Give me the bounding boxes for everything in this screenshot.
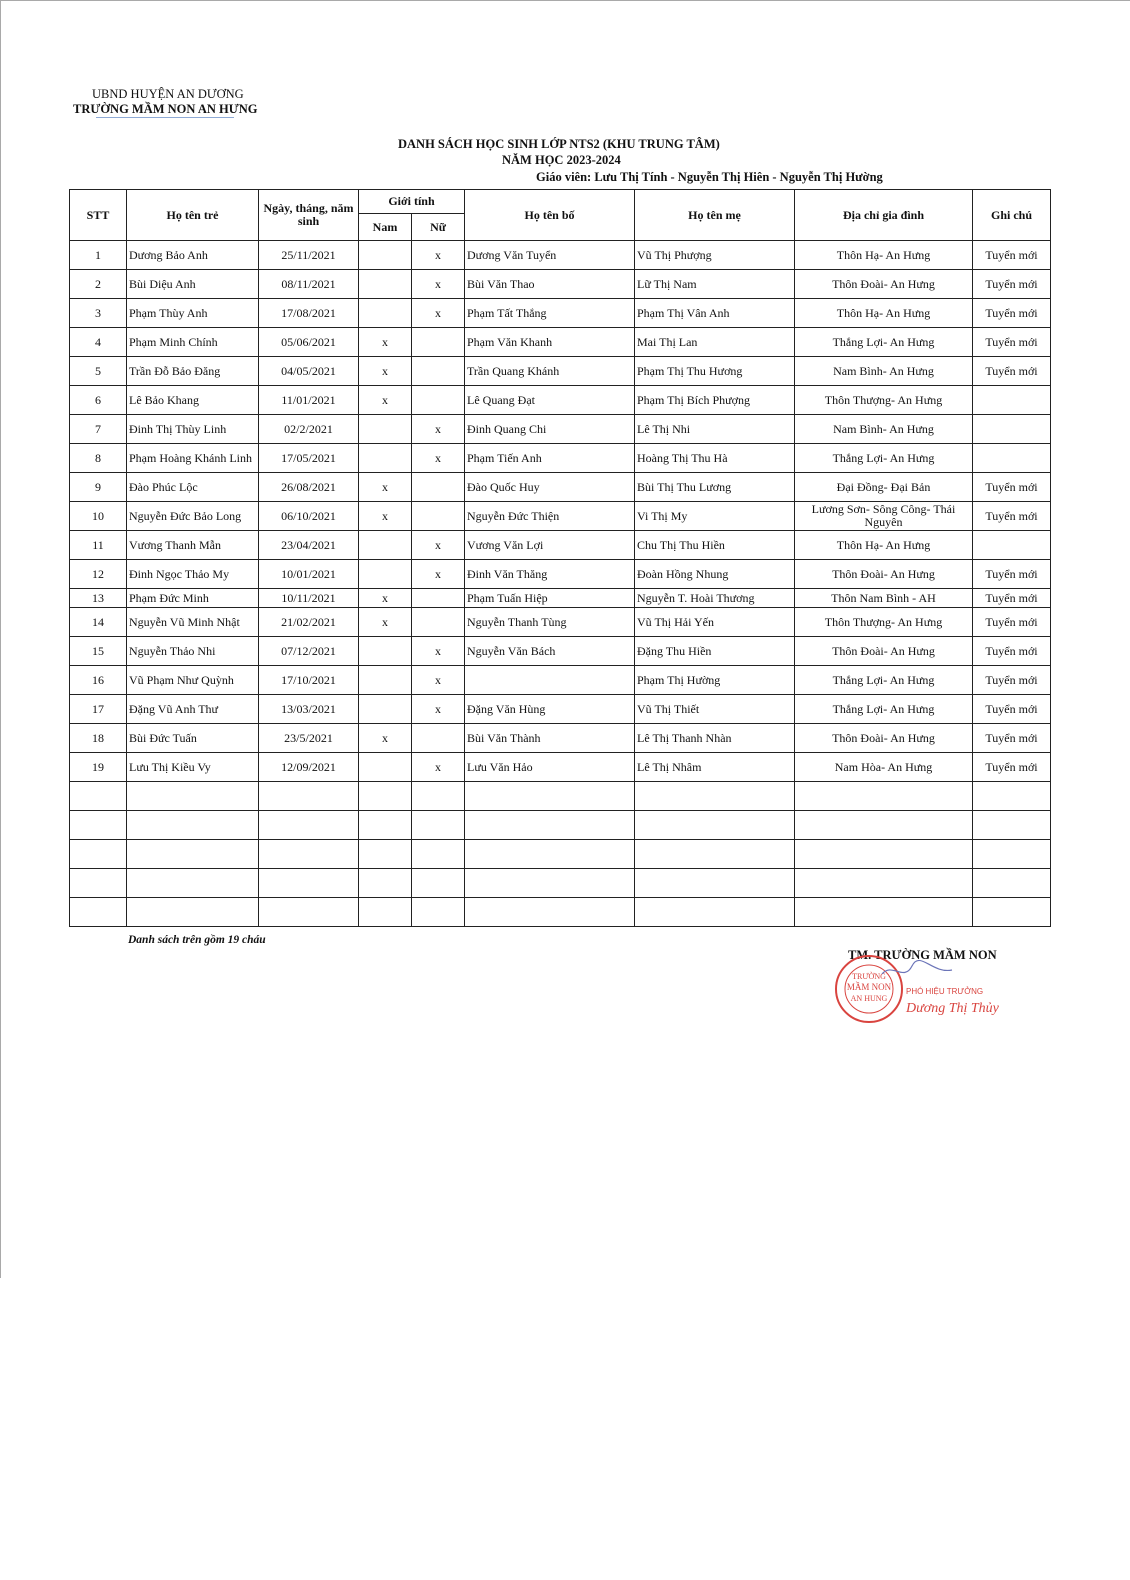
cell-father: Đinh Văn Thăng [465, 560, 635, 589]
cell-stt: 19 [70, 753, 127, 782]
cell-female: x [412, 241, 465, 270]
empty-cell [973, 782, 1051, 811]
cell-mother: Mai Thị Lan [635, 328, 795, 357]
cell-dob: 17/05/2021 [259, 444, 359, 473]
cell-female: x [412, 753, 465, 782]
cell-dob: 21/02/2021 [259, 608, 359, 637]
cell-stt: 6 [70, 386, 127, 415]
empty-cell [973, 898, 1051, 927]
cell-dob: 10/11/2021 [259, 589, 359, 608]
col-header-stt: STT [70, 190, 127, 241]
cell-male [359, 695, 412, 724]
cell-stt: 10 [70, 502, 127, 531]
cell-note: Tuyển mới [973, 299, 1051, 328]
cell-stt: 16 [70, 666, 127, 695]
cell-stt: 3 [70, 299, 127, 328]
cell-note: Tuyển mới [973, 608, 1051, 637]
signer-role: PHÓ HIỆU TRƯỞNG [906, 987, 984, 996]
cell-mother: Phạm Thị Bích Phượng [635, 386, 795, 415]
empty-cell [359, 840, 412, 869]
seal-text-3: AN HUNG [850, 994, 888, 1003]
cell-female: x [412, 299, 465, 328]
cell-father [465, 666, 635, 695]
cell-male [359, 270, 412, 299]
empty-cell [259, 840, 359, 869]
cell-dob: 02/2/2021 [259, 415, 359, 444]
summary-note: Danh sách trên gồm 19 cháu [128, 934, 266, 946]
empty-cell [359, 811, 412, 840]
cell-child-name: Lê Bảo Khang [127, 386, 259, 415]
table-row [70, 589, 1051, 608]
cell-male [359, 531, 412, 560]
cell-child-name: Lưu Thị Kiều Vy [127, 753, 259, 782]
empty-cell [127, 811, 259, 840]
cell-note: Tuyển mới [973, 589, 1051, 608]
cell-stt: 8 [70, 444, 127, 473]
cell-address: Thắng Lợi- An Hưng [795, 444, 973, 473]
cell-father: Phạm Tiến Anh [465, 444, 635, 473]
cell-male: x [359, 473, 412, 502]
empty-table-row [70, 782, 1051, 811]
cell-male: x [359, 589, 412, 608]
cell-dob: 06/10/2021 [259, 502, 359, 531]
cell-male: x [359, 724, 412, 753]
cell-address: Thôn Nam Bình - AH [795, 589, 973, 608]
cell-male: x [359, 608, 412, 637]
cell-mother: Bùi Thị Thu Lương [635, 473, 795, 502]
cell-male: x [359, 357, 412, 386]
table-row [70, 270, 1051, 299]
cell-female: x [412, 560, 465, 589]
empty-cell [127, 782, 259, 811]
table-row [70, 502, 1051, 531]
cell-address: Lương Sơn- Sông Công- Thái Nguyên [795, 502, 973, 531]
cell-child-name: Phạm Đức Minh [127, 589, 259, 608]
cell-child-name: Đặng Vũ Anh Thư [127, 695, 259, 724]
empty-cell [70, 840, 127, 869]
cell-child-name: Đinh Ngọc Thảo My [127, 560, 259, 589]
col-header-female: Nữ [412, 214, 465, 241]
cell-child-name: Phạm Minh Chính [127, 328, 259, 357]
empty-cell [412, 782, 465, 811]
cell-child-name: Đào Phúc Lộc [127, 473, 259, 502]
cell-male [359, 241, 412, 270]
cell-female [412, 473, 465, 502]
col-header-dob: Ngày, tháng, năm sinh [259, 190, 359, 241]
table-row [70, 357, 1051, 386]
cell-male [359, 637, 412, 666]
table-row [70, 637, 1051, 666]
cell-mother: Đoàn Hồng Nhung [635, 560, 795, 589]
cell-note: Tuyển mới [973, 357, 1051, 386]
cell-father: Bùi Văn Thao [465, 270, 635, 299]
cell-female [412, 357, 465, 386]
cell-father: Đặng Văn Hùng [465, 695, 635, 724]
cell-stt: 15 [70, 637, 127, 666]
cell-stt: 9 [70, 473, 127, 502]
cell-female [412, 608, 465, 637]
cell-child-name: Phạm Thùy Anh [127, 299, 259, 328]
cell-male [359, 753, 412, 782]
cell-female: x [412, 444, 465, 473]
cell-child-name: Đinh Thị Thùy Linh [127, 415, 259, 444]
empty-cell [465, 869, 635, 898]
cell-dob: 08/11/2021 [259, 270, 359, 299]
org-underline [96, 117, 234, 118]
col-header-male: Nam [359, 214, 412, 241]
cell-stt: 5 [70, 357, 127, 386]
table-row [70, 695, 1051, 724]
cell-stt: 18 [70, 724, 127, 753]
cell-dob: 25/11/2021 [259, 241, 359, 270]
cell-dob: 23/5/2021 [259, 724, 359, 753]
cell-father: Bùi Văn Thành [465, 724, 635, 753]
cell-father: Đinh Quang Chi [465, 415, 635, 444]
col-header-father: Họ tên bố [465, 190, 635, 241]
cell-dob: 04/05/2021 [259, 357, 359, 386]
cell-note [973, 531, 1051, 560]
org-line-2: TRƯỜNG MẦM NON AN HƯNG [73, 102, 258, 116]
empty-cell [359, 869, 412, 898]
empty-table-row [70, 811, 1051, 840]
empty-cell [973, 840, 1051, 869]
cell-male [359, 415, 412, 444]
cell-female: x [412, 695, 465, 724]
cell-stt: 4 [70, 328, 127, 357]
empty-cell [635, 811, 795, 840]
cell-stt: 14 [70, 608, 127, 637]
cell-dob: 23/04/2021 [259, 531, 359, 560]
cell-note: Tuyển mới [973, 241, 1051, 270]
cell-child-name: Trần Đỗ Bảo Đăng [127, 357, 259, 386]
cell-father: Phạm Tuấn Hiệp [465, 589, 635, 608]
col-header-note: Ghi chú [973, 190, 1051, 241]
empty-cell [635, 898, 795, 927]
col-header-child-name: Họ tên trẻ [127, 190, 259, 241]
cell-male: x [359, 502, 412, 531]
cell-note: Tuyển mới [973, 270, 1051, 299]
cell-mother: Vũ Thị Phượng [635, 241, 795, 270]
cell-child-name: Bùi Diệu Anh [127, 270, 259, 299]
cell-dob: 07/12/2021 [259, 637, 359, 666]
empty-cell [635, 782, 795, 811]
table-row [70, 444, 1051, 473]
table-row [70, 666, 1051, 695]
cell-mother: Vũ Thị Hải Yến [635, 608, 795, 637]
empty-cell [127, 898, 259, 927]
cell-mother: Lê Thị Nhâm [635, 753, 795, 782]
cell-male [359, 444, 412, 473]
cell-address: Thôn Đoài- An Hưng [795, 560, 973, 589]
empty-cell [70, 782, 127, 811]
cell-mother: Đặng Thu Hiền [635, 637, 795, 666]
cell-address: Thắng Lợi- An Hưng [795, 328, 973, 357]
cell-male [359, 666, 412, 695]
cell-mother: Phạm Thị Hường [635, 666, 795, 695]
cell-dob: 11/01/2021 [259, 386, 359, 415]
cell-address: Nam Hòa- An Hưng [795, 753, 973, 782]
cell-address: Thắng Lợi- An Hưng [795, 666, 973, 695]
cell-mother: Lê Thị Nhi [635, 415, 795, 444]
cell-address: Thôn Đoài- An Hưng [795, 724, 973, 753]
empty-cell [465, 898, 635, 927]
org-line-1: UBND HUYỆN AN DƯƠNG [92, 87, 244, 101]
empty-cell [359, 898, 412, 927]
table-row [70, 299, 1051, 328]
col-header-address: Địa chỉ gia đình [795, 190, 973, 241]
cell-note [973, 444, 1051, 473]
cell-father: Lê Quang Đạt [465, 386, 635, 415]
cell-mother: Lê Thị Thanh Nhàn [635, 724, 795, 753]
empty-cell [127, 840, 259, 869]
cell-address: Thôn Đoài- An Hưng [795, 270, 973, 299]
cell-dob: 26/08/2021 [259, 473, 359, 502]
cell-address: Đại Đồng- Đại Bản [795, 473, 973, 502]
empty-cell [412, 840, 465, 869]
seal-text-1: TRƯỜNG [852, 972, 886, 981]
cell-female: x [412, 637, 465, 666]
cell-female [412, 328, 465, 357]
empty-cell [70, 811, 127, 840]
cell-dob: 10/01/2021 [259, 560, 359, 589]
cell-child-name: Nguyễn Thảo Nhi [127, 637, 259, 666]
cell-address: Thắng Lợi- An Hưng [795, 695, 973, 724]
empty-cell [795, 782, 973, 811]
cell-dob: 12/09/2021 [259, 753, 359, 782]
cell-note: Tuyển mới [973, 502, 1051, 531]
empty-cell [973, 869, 1051, 898]
cell-male [359, 299, 412, 328]
cell-stt: 17 [70, 695, 127, 724]
table-row [70, 753, 1051, 782]
empty-cell [70, 869, 127, 898]
cell-mother: Lữ Thị Nam [635, 270, 795, 299]
cell-female [412, 589, 465, 608]
cell-child-name: Vương Thanh Mẫn [127, 531, 259, 560]
cell-father: Nguyễn Thanh Tùng [465, 608, 635, 637]
cell-note: Tuyển mới [973, 695, 1051, 724]
cell-address: Thôn Đoài- An Hưng [795, 637, 973, 666]
cell-mother: Phạm Thị Thu Hương [635, 357, 795, 386]
page-frame-top [0, 0, 1130, 1]
signer-name: Dương Thị Thủy [906, 1001, 999, 1016]
table-row [70, 531, 1051, 560]
cell-male [359, 560, 412, 589]
cell-note: Tuyển mới [973, 637, 1051, 666]
cell-dob: 17/10/2021 [259, 666, 359, 695]
cell-female: x [412, 666, 465, 695]
empty-cell [973, 811, 1051, 840]
cell-female [412, 502, 465, 531]
table-row [70, 328, 1051, 357]
empty-cell [465, 782, 635, 811]
cell-female: x [412, 415, 465, 444]
cell-father: Nguyễn Đức Thiện [465, 502, 635, 531]
table-row [70, 608, 1051, 637]
cell-child-name: Nguyễn Đức Bảo Long [127, 502, 259, 531]
cell-dob: 05/06/2021 [259, 328, 359, 357]
cell-male: x [359, 386, 412, 415]
document-title: DANH SÁCH HỌC SINH LỚP NTS2 (KHU TRUNG TÂM) [398, 137, 720, 151]
cell-mother: Hoàng Thị Thu Hà [635, 444, 795, 473]
table-row [70, 473, 1051, 502]
empty-table-row [70, 898, 1051, 927]
empty-cell [259, 782, 359, 811]
cell-stt: 2 [70, 270, 127, 299]
table-row [70, 560, 1051, 589]
table-row [70, 415, 1051, 444]
empty-cell [412, 898, 465, 927]
cell-mother: Nguyễn T. Hoài Thương [635, 589, 795, 608]
official-stamp-signature [832, 952, 1012, 1024]
table-row [70, 241, 1051, 270]
empty-cell [70, 898, 127, 927]
cell-dob: 17/08/2021 [259, 299, 359, 328]
cell-child-name: Dương Bảo Anh [127, 241, 259, 270]
col-header-mother: Họ tên mẹ [635, 190, 795, 241]
empty-cell [259, 811, 359, 840]
stamp-seal-icon [836, 956, 902, 1022]
cell-father: Trần Quang Khánh [465, 357, 635, 386]
signature-title: TM. TRƯỜNG MẦM NON [848, 948, 997, 962]
empty-cell [635, 840, 795, 869]
empty-cell [412, 869, 465, 898]
cell-address: Nam Bình- An Hưng [795, 415, 973, 444]
empty-table-row [70, 869, 1051, 898]
cell-father: Phạm Tất Thắng [465, 299, 635, 328]
cell-note [973, 415, 1051, 444]
cell-stt: 12 [70, 560, 127, 589]
cell-note [973, 386, 1051, 415]
empty-table-row [70, 840, 1051, 869]
cell-dob: 13/03/2021 [259, 695, 359, 724]
cell-stt: 13 [70, 589, 127, 608]
cell-stt: 7 [70, 415, 127, 444]
col-header-gender: Giới tính [359, 190, 465, 214]
empty-cell [412, 811, 465, 840]
empty-cell [635, 869, 795, 898]
cell-father: Lưu Văn Hảo [465, 753, 635, 782]
cell-note: Tuyển mới [973, 473, 1051, 502]
cell-address: Thôn Thượng- An Hưng [795, 608, 973, 637]
roster-body [70, 241, 1051, 927]
cell-father: Vương Văn Lợi [465, 531, 635, 560]
cell-mother: Phạm Thị Vân Anh [635, 299, 795, 328]
empty-cell [259, 898, 359, 927]
cell-child-name: Vũ Phạm Như Quỳnh [127, 666, 259, 695]
cell-child-name: Phạm Hoàng Khánh Linh [127, 444, 259, 473]
table-row [70, 386, 1051, 415]
school-year: NĂM HỌC 2023-2024 [502, 153, 621, 167]
cell-female [412, 386, 465, 415]
cell-father: Đào Quốc Huy [465, 473, 635, 502]
cell-note: Tuyển mới [973, 753, 1051, 782]
empty-cell [465, 811, 635, 840]
empty-cell [259, 869, 359, 898]
cell-note: Tuyển mới [973, 560, 1051, 589]
cell-female: x [412, 270, 465, 299]
cell-address: Nam Bình- An Hưng [795, 357, 973, 386]
teachers-line: Giáo viên: Lưu Thị Tính - Nguyễn Thị Hiên - Nguyễn Thị Hường [536, 170, 883, 184]
cell-note: Tuyển mới [973, 724, 1051, 753]
cell-stt: 11 [70, 531, 127, 560]
empty-cell [795, 869, 973, 898]
page-frame-left [0, 0, 1, 1278]
cell-address: Thôn Thượng- An Hưng [795, 386, 973, 415]
empty-cell [795, 898, 973, 927]
cell-address: Thôn Hạ- An Hưng [795, 531, 973, 560]
cell-father: Phạm Văn Khanh [465, 328, 635, 357]
cell-address: Thôn Hạ- An Hưng [795, 299, 973, 328]
cell-note: Tuyển mới [973, 666, 1051, 695]
cell-child-name: Bùi Đức Tuấn [127, 724, 259, 753]
student-roster-table [69, 189, 1051, 927]
header-row [70, 190, 1051, 214]
cell-child-name: Nguyễn Vũ Minh Nhật [127, 608, 259, 637]
cell-female: x [412, 531, 465, 560]
empty-cell [795, 811, 973, 840]
cell-father: Dương Văn Tuyển [465, 241, 635, 270]
cell-male: x [359, 328, 412, 357]
empty-cell [795, 840, 973, 869]
cell-address: Thôn Hạ- An Hưng [795, 241, 973, 270]
cell-stt: 1 [70, 241, 127, 270]
cell-father: Nguyễn Văn Bách [465, 637, 635, 666]
empty-cell [465, 840, 635, 869]
cell-note: Tuyển mới [973, 328, 1051, 357]
seal-text-2: MẦM NON [846, 982, 892, 992]
cell-female [412, 724, 465, 753]
table-row [70, 724, 1051, 753]
cell-mother: Vũ Thị Thiết [635, 695, 795, 724]
cell-mother: Chu Thị Thu Hiền [635, 531, 795, 560]
empty-cell [359, 782, 412, 811]
cell-mother: Vi Thị My [635, 502, 795, 531]
empty-cell [127, 869, 259, 898]
